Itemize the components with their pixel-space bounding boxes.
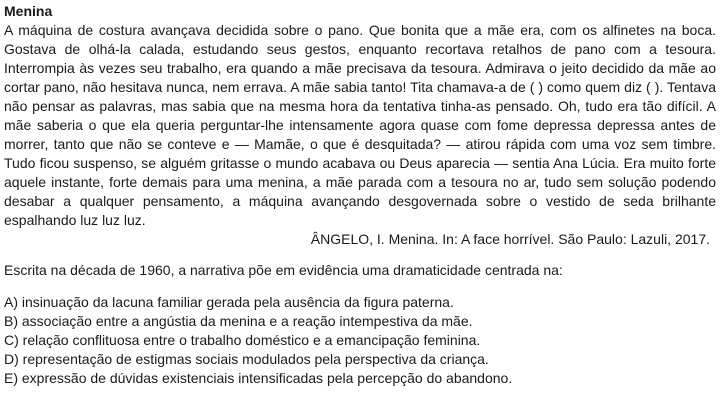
passage-text: A máquina de costura avançava decidida sobre o pano. Que bonita que a mãe era, com os alfinetes na boca. Gostava de olhá-la calada, estudando seus gestos, enquanto recortava retalhos de pano com a tesoura. Interrompia às vezes seu trabalho, era quando a mãe precisava da tesoura. Admirava o jeito decidido da mãe ao cortar pano, não hesitava nunca, nem errava. A mãe sabia tanto! Tita chamava-a de ( ) como quem diz ( ). Tentava não pensar as palavras, mas sabia que na mesma hora da tentativa tinha-as pensado. Oh, tudo era tão difícil. A mãe saberia o que ela queria perguntar-lhe intensamente agora quase com fome depressa depressa antes de morrer, tanto que não se conteve e — Mamãe, o que é desquitada? — atirou rápida com uma voz sem timbre. Tudo ficou suspenso, se alguém gritasse o mundo acabava ou Deus aparecia — sentia Ana Lúcia. Era muito forte aquele instante, forte demais para uma menina, a mãe parada com a tesoura no ar, tudo sem solução podendo desabar a qualquer pensamento, a máquina avançando desgovernada sobre o vestido de seda brilhante espalhando luz luz luz.	[4, 22, 716, 228]
option-c: C) relação conflituosa entre o trabalho doméstico e a emancipação feminina.	[4, 332, 481, 348]
option-a: A) insinuação da lacuna familiar gerada pela ausência da figura paterna.	[4, 294, 454, 310]
option-d: D) representação de estigmas sociais modulados pela perspectiva da criança.	[4, 351, 489, 367]
question-stem: Escrita na década de 1960, a narrativa põe em evidência uma dramaticidade centrada na:	[4, 262, 563, 278]
passage-title: Menina	[4, 3, 53, 19]
passage-citation: ÂNGELO, I. Menina. In: A face horrível. São Paulo: Lazuli, 2017.	[310, 231, 710, 247]
answer-options	[4, 293, 716, 388]
option-e: E) expressão de dúvidas existenciais intensificadas pela percepção do abandono.	[4, 370, 513, 386]
option-b: B) associação entre a angústia da menina e a reação intempestiva da mãe.	[4, 313, 473, 329]
